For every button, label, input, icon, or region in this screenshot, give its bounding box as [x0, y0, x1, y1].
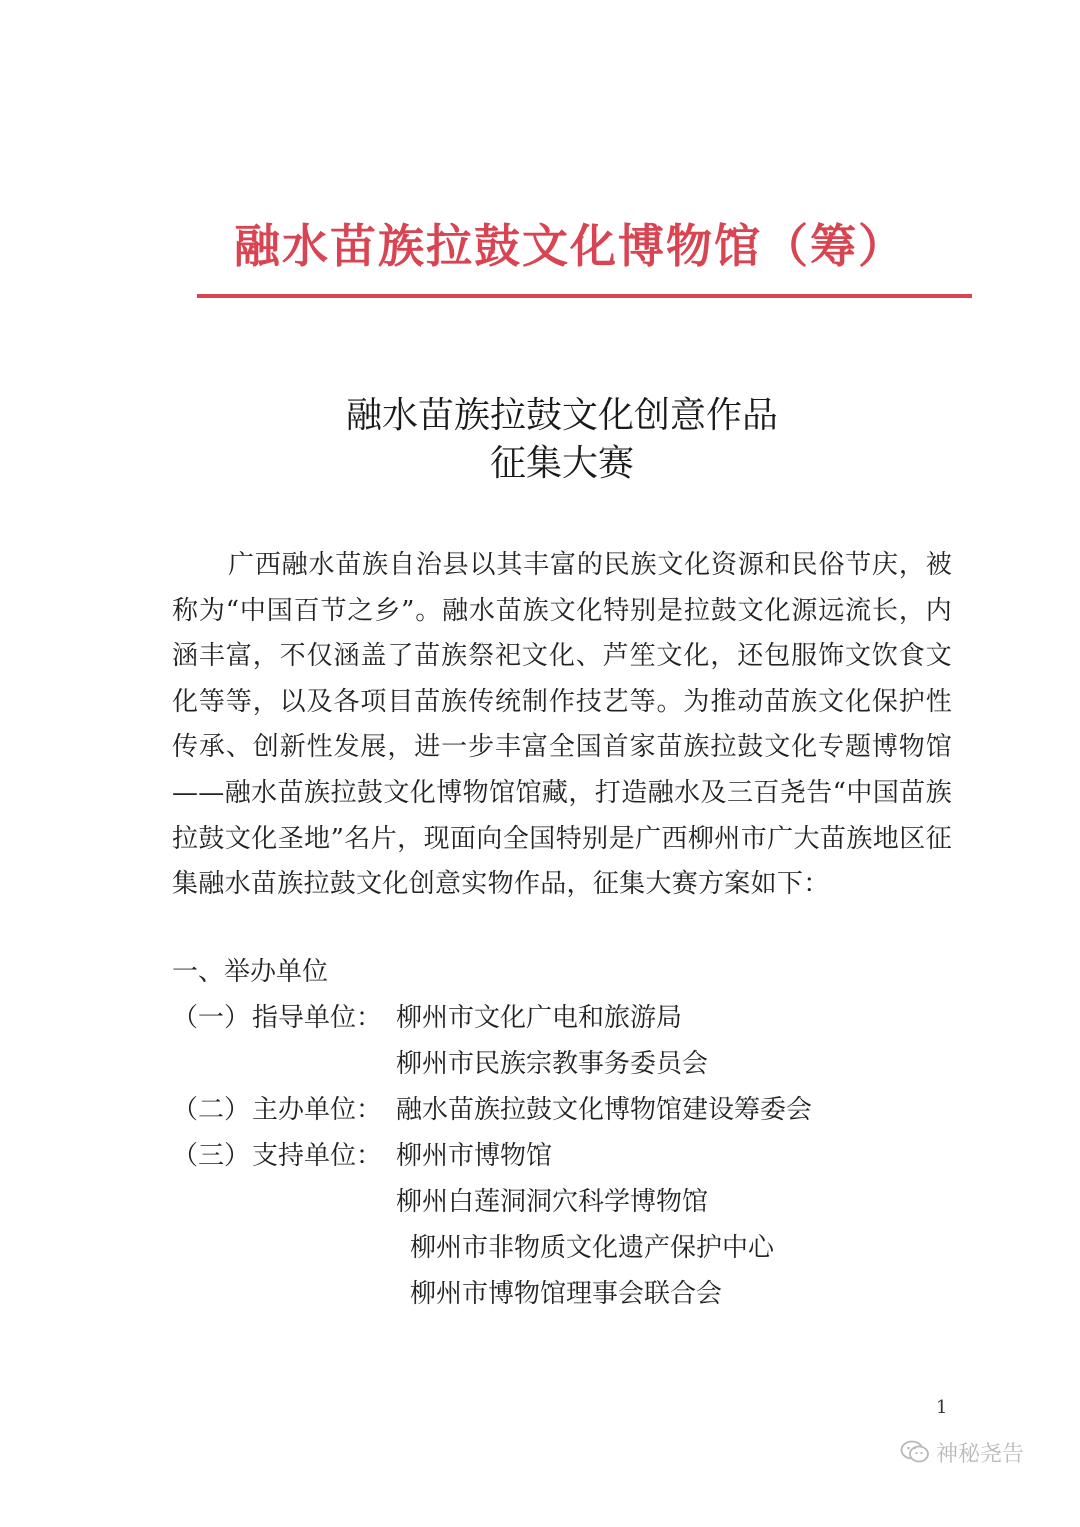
unit-row-host	[172, 1090, 812, 1130]
unit-number: （二）	[172, 1095, 251, 1125]
unit-value: 融水苗族拉鼓文化博物馆建设筹委会	[396, 1095, 813, 1125]
unit-label	[172, 1136, 396, 1176]
unit-label-text: 指导单位：	[252, 1003, 383, 1033]
organization-title: 融水苗族拉鼓文化博物馆（筹）	[234, 219, 906, 273]
unit-number: （三）	[172, 1141, 251, 1171]
intro-paragraph: 广西融水苗族自治县以其丰富的民族文化资源和民俗节庆，被称为“中国百节之乡”。融水苗族文化特别是拉鼓文化源远流长，内涵丰富，不仅涵盖了苗族祭祀文化、芦笙文化，还包服饰文饮食文化等等，以及各项目苗族传统制作技艺等。为推动苗族文化保护性传承、创新性发展，进一步丰富全国首家苗族拉鼓文化专题博物馆——融水苗族拉鼓文化博物馆馆藏，打造融水及三百尧告“中国苗族拉鼓文化圣地”名片，现面向全国特别是广西柳州市广大苗族地区征集融水苗族拉鼓文化创意实物作品，征集大赛方案如下：	[172, 550, 952, 900]
unit-value: 柳州市非物质文化遗产保护中心	[410, 1233, 775, 1263]
section-heading-organizers: 一、举办单位	[172, 957, 329, 987]
header-red-rule	[197, 294, 972, 298]
page-number: 1	[936, 1397, 948, 1418]
unit-row-guidance	[172, 998, 682, 1038]
wechat-icon	[900, 1439, 930, 1465]
document-title-line-1: 融水苗族拉鼓文化创意作品	[345, 395, 778, 436]
unit-value: 柳州市文化广电和旅游局	[396, 1003, 683, 1033]
unit-value: 柳州市民族宗教事务委员会	[396, 1049, 709, 1079]
account-watermark	[900, 1432, 1024, 1472]
unit-label-text: 主办单位：	[252, 1095, 383, 1125]
unit-value: 柳州白莲洞洞穴科学博物馆	[396, 1187, 709, 1217]
unit-number: （一）	[172, 1003, 251, 1033]
unit-label-text: 支持单位：	[252, 1141, 383, 1171]
watermark-text: 神秘尧告	[936, 1441, 1025, 1467]
unit-value: 柳州市博物馆	[396, 1141, 553, 1171]
unit-value: 柳州市博物馆理事会联合会	[410, 1279, 723, 1309]
unit-row-support	[172, 1136, 552, 1176]
unit-label	[172, 1090, 396, 1130]
document-title	[0, 392, 1080, 488]
unit-label	[172, 998, 396, 1038]
document-title-line-2: 征集大赛	[489, 443, 634, 484]
